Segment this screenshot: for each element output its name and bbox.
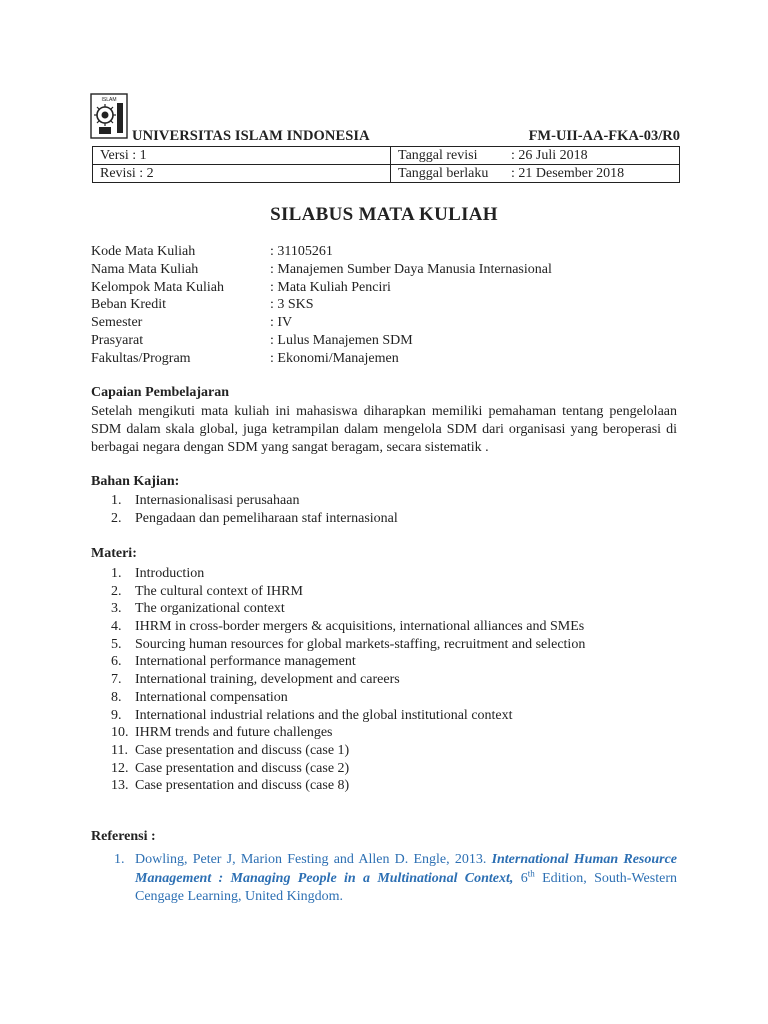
list-text: IHRM in cross-border mergers & acquisitions, international alliances and SMEs xyxy=(135,619,585,635)
info-row xyxy=(91,261,552,279)
list-number: 9. xyxy=(111,707,122,723)
list-number: 1. xyxy=(111,566,122,581)
list-number: 2. xyxy=(111,583,122,599)
list-text: Introduction xyxy=(135,566,205,581)
list-text: Case presentation and discuss (case 1) xyxy=(135,742,350,758)
reference-edition-suffix: th xyxy=(527,867,535,878)
list-text: Case presentation and discuss (case 8) xyxy=(135,778,350,794)
list-number: 11. xyxy=(111,742,128,758)
list-number: 8. xyxy=(111,689,122,705)
list-text: International training, development and careers xyxy=(135,672,400,688)
effective-date-value: : 21 Desember 2018 xyxy=(511,166,625,181)
info-value: : Mata Kuliah Penciri xyxy=(270,279,391,295)
list-text: International performance management xyxy=(135,654,356,670)
list-item xyxy=(91,742,585,760)
info-row xyxy=(91,332,552,350)
study-material-list xyxy=(91,492,398,527)
info-row xyxy=(91,243,552,261)
info-value: : Manajemen Sumber Daya Manusia Internasional xyxy=(270,261,552,277)
list-text: International industrial relations and the global institutional context xyxy=(135,707,513,723)
list-text: International compensation xyxy=(135,689,288,705)
list-number: 4. xyxy=(111,619,122,635)
reference-publisher: Edition, South-Western Cengage Learning, United Kingdom. xyxy=(135,870,677,904)
list-text: The cultural context of IHRM xyxy=(135,583,303,599)
list-item xyxy=(91,689,585,707)
list-text: The organizational context xyxy=(135,601,285,617)
reference-number: 1. xyxy=(114,852,125,867)
learning-outcomes-text: Setelah mengikuti mata kuliah ini mahasiswa diharapkan memiliki pemahaman tentang pengelolaan SDM dalam skala global, juga ketrampilan dalam mengelola SDM dari organisasi yang beroperasi di berbagai negara dengan SDM yang sangat beragam, secara sistematik . xyxy=(91,404,677,455)
list-number: 13. xyxy=(111,778,129,794)
table-row xyxy=(93,147,680,165)
list-text: Sourcing human resources for global markets-staffing, recruitment and selection xyxy=(135,636,586,652)
study-material-heading: Bahan Kajian: xyxy=(91,474,180,489)
info-row xyxy=(91,296,552,314)
list-item xyxy=(91,492,398,510)
effective-date-cell xyxy=(391,165,680,183)
list-item xyxy=(91,510,398,528)
logo-text: ISLAM xyxy=(101,97,117,103)
info-row xyxy=(91,314,552,332)
revision-date-cell xyxy=(391,147,680,165)
revision-cell: Revisi : 2 xyxy=(93,165,391,183)
reference-authors: Dowling, Peter J, Marion Festing and Allen D. Engle, 2013. xyxy=(135,852,487,867)
info-key: Kelompok Mata Kuliah xyxy=(91,279,224,295)
info-value: : IV xyxy=(270,315,293,331)
list-number: 5. xyxy=(111,636,122,652)
info-row xyxy=(91,350,552,368)
learning-outcomes-heading: Capaian Pembelajaran xyxy=(91,385,230,400)
list-number: 1. xyxy=(111,493,122,508)
list-item xyxy=(91,707,585,725)
list-item xyxy=(91,636,585,654)
revision-date-value: : 26 Juli 2018 xyxy=(511,148,588,163)
list-item xyxy=(91,777,585,795)
list-text: Internasionalisasi perusahaan xyxy=(135,493,300,508)
info-value: : 3 SKS xyxy=(270,297,314,313)
university-name: UNIVERSITAS ISLAM INDONESIA xyxy=(132,128,370,144)
info-key: Prasyarat xyxy=(91,332,144,348)
list-item xyxy=(91,760,585,778)
list-number: 6. xyxy=(111,654,122,670)
info-row xyxy=(91,279,552,297)
list-text: IHRM trends and future challenges xyxy=(135,725,333,741)
list-item xyxy=(91,618,585,636)
materials-heading: Materi: xyxy=(91,546,137,561)
list-item xyxy=(91,600,585,618)
info-key: Beban Kredit xyxy=(91,297,167,313)
info-value: : Lulus Manajemen SDM xyxy=(270,332,413,348)
effective-date-label: Tanggal berlaku xyxy=(398,166,489,181)
info-key: Fakultas/Program xyxy=(91,350,191,366)
reference-title: International Human Resource Management : Managing People in a Multinational Context, xyxy=(135,852,678,886)
table-row xyxy=(93,165,680,183)
info-value: : 31105261 xyxy=(270,244,333,259)
list-number: 3. xyxy=(111,601,122,617)
university-logo-icon xyxy=(90,93,128,139)
references-heading: Referensi : xyxy=(91,829,156,844)
list-number: 7. xyxy=(111,672,122,688)
revision-date-label: Tanggal revisi xyxy=(398,148,478,163)
list-text: Pengadaan dan pemeliharaan staf internasional xyxy=(135,510,398,526)
list-item xyxy=(91,565,585,583)
list-number: 12. xyxy=(111,760,129,776)
info-key: Semester xyxy=(91,315,143,331)
form-code: FM-UII-AA-FKA-03/R0 xyxy=(528,128,680,144)
version-cell: Versi : 1 xyxy=(93,147,391,165)
materials-list xyxy=(91,565,585,795)
course-info xyxy=(91,243,552,368)
info-value: : Ekonomi/Manajemen xyxy=(270,350,399,366)
list-number: 10. xyxy=(111,725,129,741)
list-item xyxy=(91,724,585,742)
page-title: SILABUS MATA KULIAH xyxy=(270,204,498,225)
reference-edition-number: 6 xyxy=(520,870,528,886)
list-text: Case presentation and discuss (case 2) xyxy=(135,760,350,776)
info-key: Nama Mata Kuliah xyxy=(91,261,199,277)
reference-body xyxy=(114,851,677,907)
info-key: Kode Mata Kuliah xyxy=(91,244,196,259)
reference-item xyxy=(114,851,677,907)
list-number: 2. xyxy=(111,510,122,526)
list-item xyxy=(91,653,585,671)
revision-table xyxy=(92,146,680,183)
list-item xyxy=(91,671,585,689)
list-item xyxy=(91,583,585,601)
